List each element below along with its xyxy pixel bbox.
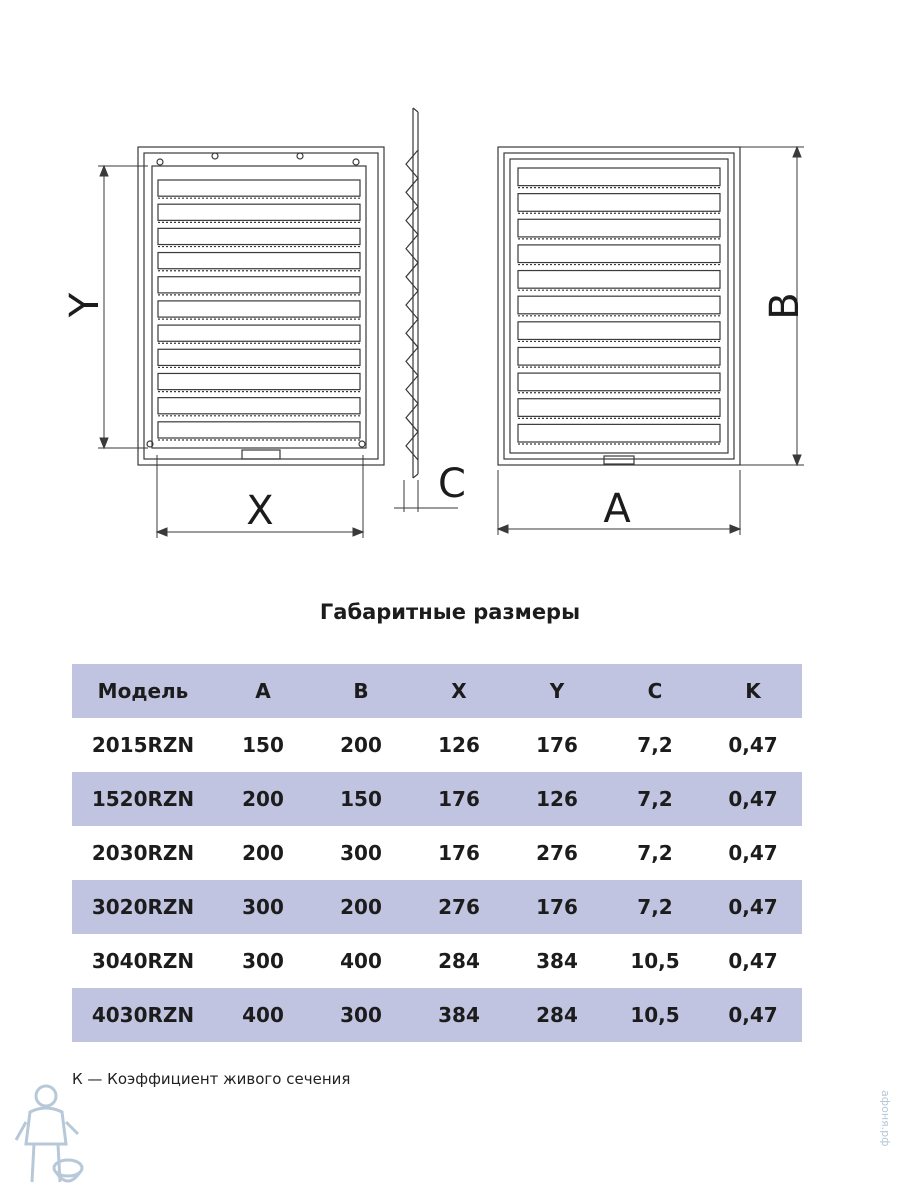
louver-slat xyxy=(158,422,360,438)
cell-a: 200 xyxy=(242,841,284,865)
louver-slat xyxy=(158,301,360,317)
cell-model: 3040RZN xyxy=(91,949,195,973)
cell-model: 2030RZN xyxy=(91,841,195,865)
front-view xyxy=(498,147,740,465)
table-row xyxy=(72,718,802,772)
cell-a: 200 xyxy=(214,772,312,826)
louver-slat xyxy=(158,253,360,269)
cell-k: 0,47 xyxy=(704,988,802,1042)
grille-drawing xyxy=(0,0,900,580)
cell-c: 7,2 xyxy=(637,733,673,757)
cell-b: 200 xyxy=(312,880,410,934)
louver-slat xyxy=(158,277,360,293)
cell-k: 0,47 xyxy=(704,772,802,826)
louver-slat xyxy=(518,245,720,263)
cell-c: 7,2 xyxy=(637,841,673,865)
cell-x: 176 xyxy=(438,841,480,865)
table-row xyxy=(72,880,802,934)
cell-b: 150 xyxy=(312,772,410,826)
louver-slat xyxy=(518,271,720,289)
cell-k: 0,47 xyxy=(728,949,778,973)
table-row xyxy=(72,826,802,880)
louver-slat xyxy=(158,373,360,389)
cell-y: 176 xyxy=(508,880,606,934)
cell-x: 384 xyxy=(410,988,508,1042)
cell-c: 10,5 xyxy=(606,988,704,1042)
louver-slat xyxy=(158,180,360,196)
cell-x: 284 xyxy=(438,949,480,973)
louver-slat xyxy=(518,373,720,391)
louver-slat xyxy=(518,219,720,237)
cell-a: 400 xyxy=(214,988,312,1042)
cell-y: 176 xyxy=(536,733,578,757)
louver-slat xyxy=(158,204,360,220)
louver-slat xyxy=(518,399,720,417)
louver-slat xyxy=(158,349,360,365)
cell-y: 284 xyxy=(508,988,606,1042)
label-x: X xyxy=(246,488,274,534)
cell-b: 400 xyxy=(340,949,382,973)
watermark-side-text: афоня.рф xyxy=(879,1090,892,1147)
table-row xyxy=(72,988,802,1042)
cell-a: 300 xyxy=(242,949,284,973)
cell-model: 3020RZN xyxy=(72,880,214,934)
table-row xyxy=(72,772,802,826)
cell-b: 300 xyxy=(340,841,382,865)
cell-c: 10,5 xyxy=(630,949,680,973)
louver-slat xyxy=(518,322,720,340)
cell-k: 0,47 xyxy=(704,880,802,934)
table-header-row xyxy=(72,664,802,718)
louver-slat xyxy=(158,325,360,341)
cell-x: 126 xyxy=(438,733,480,757)
col-header-b: B xyxy=(312,664,410,718)
louver-slat xyxy=(158,398,360,414)
cell-model: 2015RZN xyxy=(91,733,195,757)
back-view xyxy=(138,147,384,465)
side-view xyxy=(406,108,418,478)
col-header-a: A xyxy=(214,664,312,718)
cell-model: 4030RZN xyxy=(72,988,214,1042)
louver-slat xyxy=(518,168,720,186)
plumber-logo-icon xyxy=(8,1082,90,1194)
cell-c: 7,2 xyxy=(606,880,704,934)
col-header-k: K xyxy=(704,664,802,718)
cell-y: 384 xyxy=(536,949,578,973)
louver-slat xyxy=(518,194,720,212)
table-row xyxy=(72,934,802,988)
label-y: Y xyxy=(62,292,108,318)
cell-c: 7,2 xyxy=(606,772,704,826)
footnote: К — Коэффициент живого сечения xyxy=(72,1070,351,1088)
label-b: B xyxy=(762,292,808,320)
col-header-c: C xyxy=(606,664,704,718)
cell-x: 176 xyxy=(410,772,508,826)
label-c: C xyxy=(438,461,466,507)
col-header-x: X xyxy=(410,664,508,718)
cell-b: 200 xyxy=(340,733,382,757)
dimensions-table xyxy=(72,664,802,1042)
cell-x: 276 xyxy=(410,880,508,934)
louver-slat xyxy=(518,424,720,442)
cell-a: 150 xyxy=(242,733,284,757)
louver-slat xyxy=(158,228,360,244)
col-header-y: Y xyxy=(508,664,606,718)
section-title: Габаритные размеры xyxy=(319,600,581,624)
louver-slat xyxy=(518,347,720,365)
louver-slat xyxy=(518,296,720,314)
cell-k: 0,47 xyxy=(728,733,778,757)
cell-b: 300 xyxy=(312,988,410,1042)
cell-k: 0,47 xyxy=(728,841,778,865)
col-header-model: Модель xyxy=(72,664,214,718)
cell-y: 126 xyxy=(508,772,606,826)
label-a: A xyxy=(603,486,631,532)
cell-a: 300 xyxy=(214,880,312,934)
cell-y: 276 xyxy=(536,841,578,865)
cell-model: 1520RZN xyxy=(72,772,214,826)
